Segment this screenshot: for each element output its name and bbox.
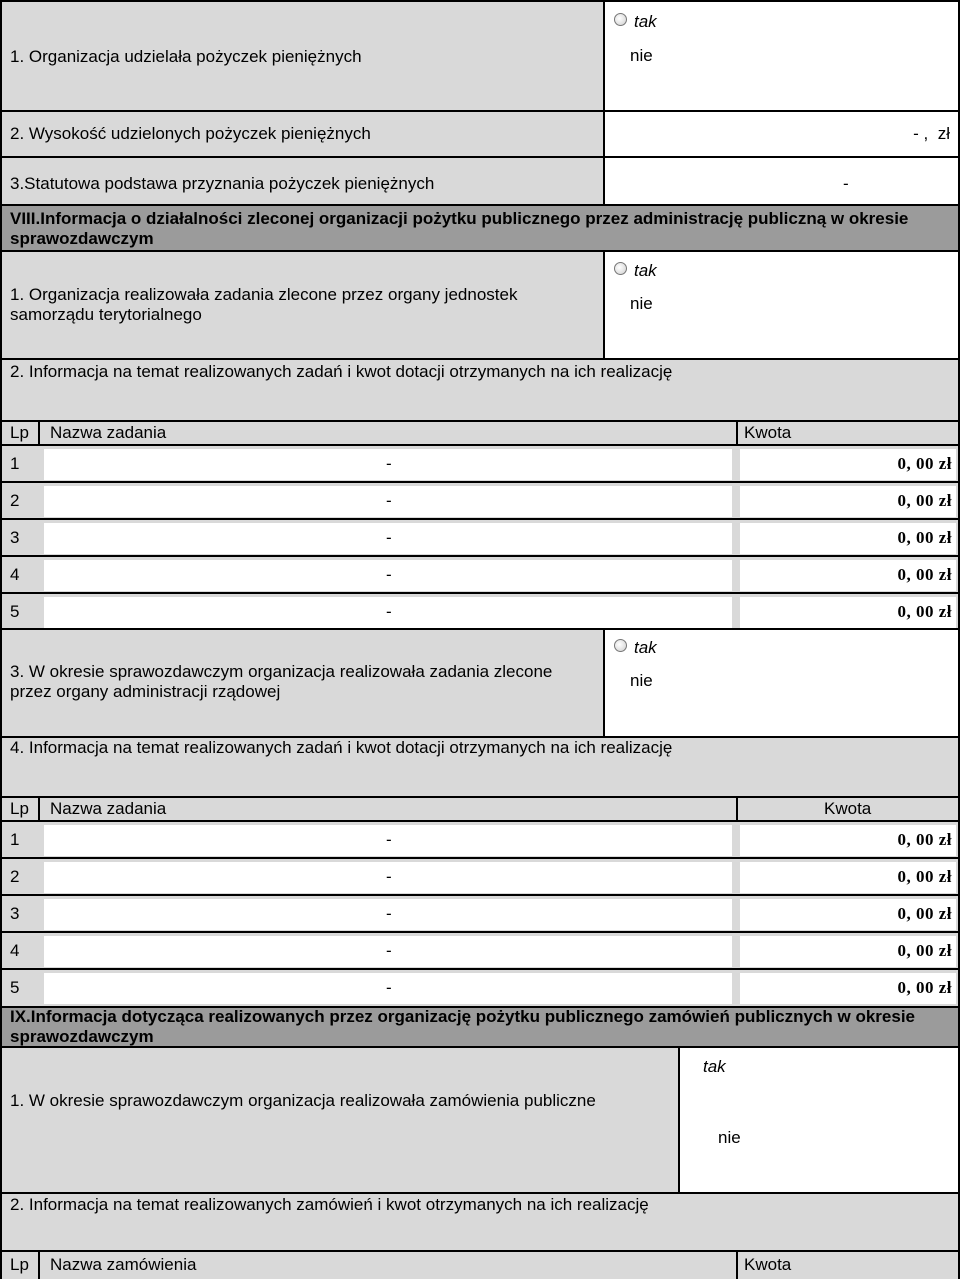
row-lp: 3 (10, 904, 20, 923)
q1-no-label: nie (630, 46, 653, 65)
table3-header-name: Nazwa zamówienia (50, 1255, 197, 1274)
s8-q4-label: 4. Informacja na temat realizowanych zadań i kwot dotacji otrzymanych na ich realizację (10, 738, 673, 757)
row-amount: 0, 00 zł (897, 528, 952, 547)
s8-q1-no-label: nie (630, 294, 653, 313)
row-name: - (386, 941, 392, 960)
row-amount: 0, 00 zł (897, 491, 952, 510)
row-lp: 5 (10, 602, 20, 621)
divider (38, 1250, 40, 1279)
table2-header-name: Nazwa zadania (50, 799, 167, 818)
s8-q3-yes-label: tak (634, 638, 657, 657)
divider (736, 796, 738, 822)
row-lp: 2 (10, 491, 20, 510)
table3-header-lp: Lp (10, 1255, 29, 1274)
s9-q1-no-label[interactable]: nie (718, 1128, 741, 1147)
row-lp: 1 (10, 830, 20, 849)
divider (736, 1250, 738, 1279)
row-name: - (386, 491, 392, 510)
q3-value-cell[interactable] (603, 156, 960, 206)
row-amount: 0, 00 zł (897, 941, 952, 960)
table2-header-amount: Kwota (824, 799, 872, 818)
q2-value: - , zł (913, 124, 950, 143)
row-amount: 0, 00 zł (897, 830, 952, 849)
table2-header-lp: Lp (10, 799, 29, 818)
s8-q3-yes-radio[interactable] (614, 639, 627, 652)
row-name: - (386, 978, 392, 997)
section-8-title: VIII.Informacja o działalności zleconej organizacji pożytku publicznego przez administrację publiczną w okresie sprawozdawczym (10, 209, 909, 248)
q1-label: 1. Organizacja udzielała pożyczek pieniężnych (10, 47, 362, 66)
q1-yes-radio[interactable] (614, 13, 627, 26)
q2-value-cell[interactable] (603, 110, 960, 158)
row-name: - (386, 528, 392, 547)
s9-q2-label: 2. Informacja na temat realizowanych zamówień i kwot otrzymanych na ich realizację (10, 1195, 649, 1214)
section-9-title: IX.Informacja dotycząca realizowanych przez organizację pożytku publicznego zamówień publicznych w okresie sprawozdawczym (10, 1007, 916, 1046)
table3-header-amount: Kwota (744, 1255, 792, 1274)
row-lp: 4 (10, 941, 20, 960)
row-name: - (386, 454, 392, 473)
s8-q3-no-label: nie (630, 671, 653, 690)
row-lp: 1 (10, 454, 20, 473)
s8-q2-label: 2. Informacja na temat realizowanych zadań i kwot dotacji otrzymanych na ich realizację (10, 362, 673, 381)
s8-q1-yes-radio[interactable] (614, 262, 627, 275)
row-name: - (386, 830, 392, 849)
row-amount: 0, 00 zł (897, 867, 952, 886)
row-lp: 4 (10, 565, 20, 584)
row-lp: 3 (10, 528, 20, 547)
row-name: - (386, 904, 392, 923)
divider (38, 796, 40, 822)
divider (736, 420, 738, 446)
s9-q1-label-cell (0, 1046, 680, 1194)
row-amount: 0, 00 zł (897, 565, 952, 584)
q3-value: - (843, 174, 849, 193)
row-amount: 0, 00 zł (897, 978, 952, 997)
s9-q1-label: 1. W okresie sprawozdawczym organizacja realizowała zamówienia publiczne (10, 1091, 596, 1110)
row-amount: 0, 00 zł (897, 602, 952, 621)
table1-header-name: Nazwa zadania (50, 423, 167, 442)
row-amount: 0, 00 zł (897, 904, 952, 923)
table1-header-lp: Lp (10, 423, 29, 442)
q3-label: 3.Statutowa podstawa przyznania pożyczek pieniężnych (10, 174, 435, 193)
row-name: - (386, 602, 392, 621)
row-name: - (386, 867, 392, 886)
table1-header-amount: Kwota (744, 423, 792, 442)
divider (38, 420, 40, 446)
row-lp: 2 (10, 867, 20, 886)
s8-q1-yes-label: tak (634, 261, 657, 280)
s8-q3-label: 3. W okresie sprawozdawczym organizacja realizowała zadania zlecone przez organy administracji rządowej (10, 662, 553, 701)
row-lp: 5 (10, 978, 20, 997)
row-amount: 0, 00 zł (897, 454, 952, 473)
row-name: - (386, 565, 392, 584)
s9-q1-yes-label[interactable]: tak (703, 1057, 726, 1076)
s8-q1-label: 1. Organizacja realizowała zadania zlecone przez organy jednostek samorządu terytorialnego (10, 285, 518, 324)
q1-yes-label: tak (634, 12, 657, 31)
q2-label: 2. Wysokość udzielonych pożyczek pieniężnych (10, 124, 371, 143)
